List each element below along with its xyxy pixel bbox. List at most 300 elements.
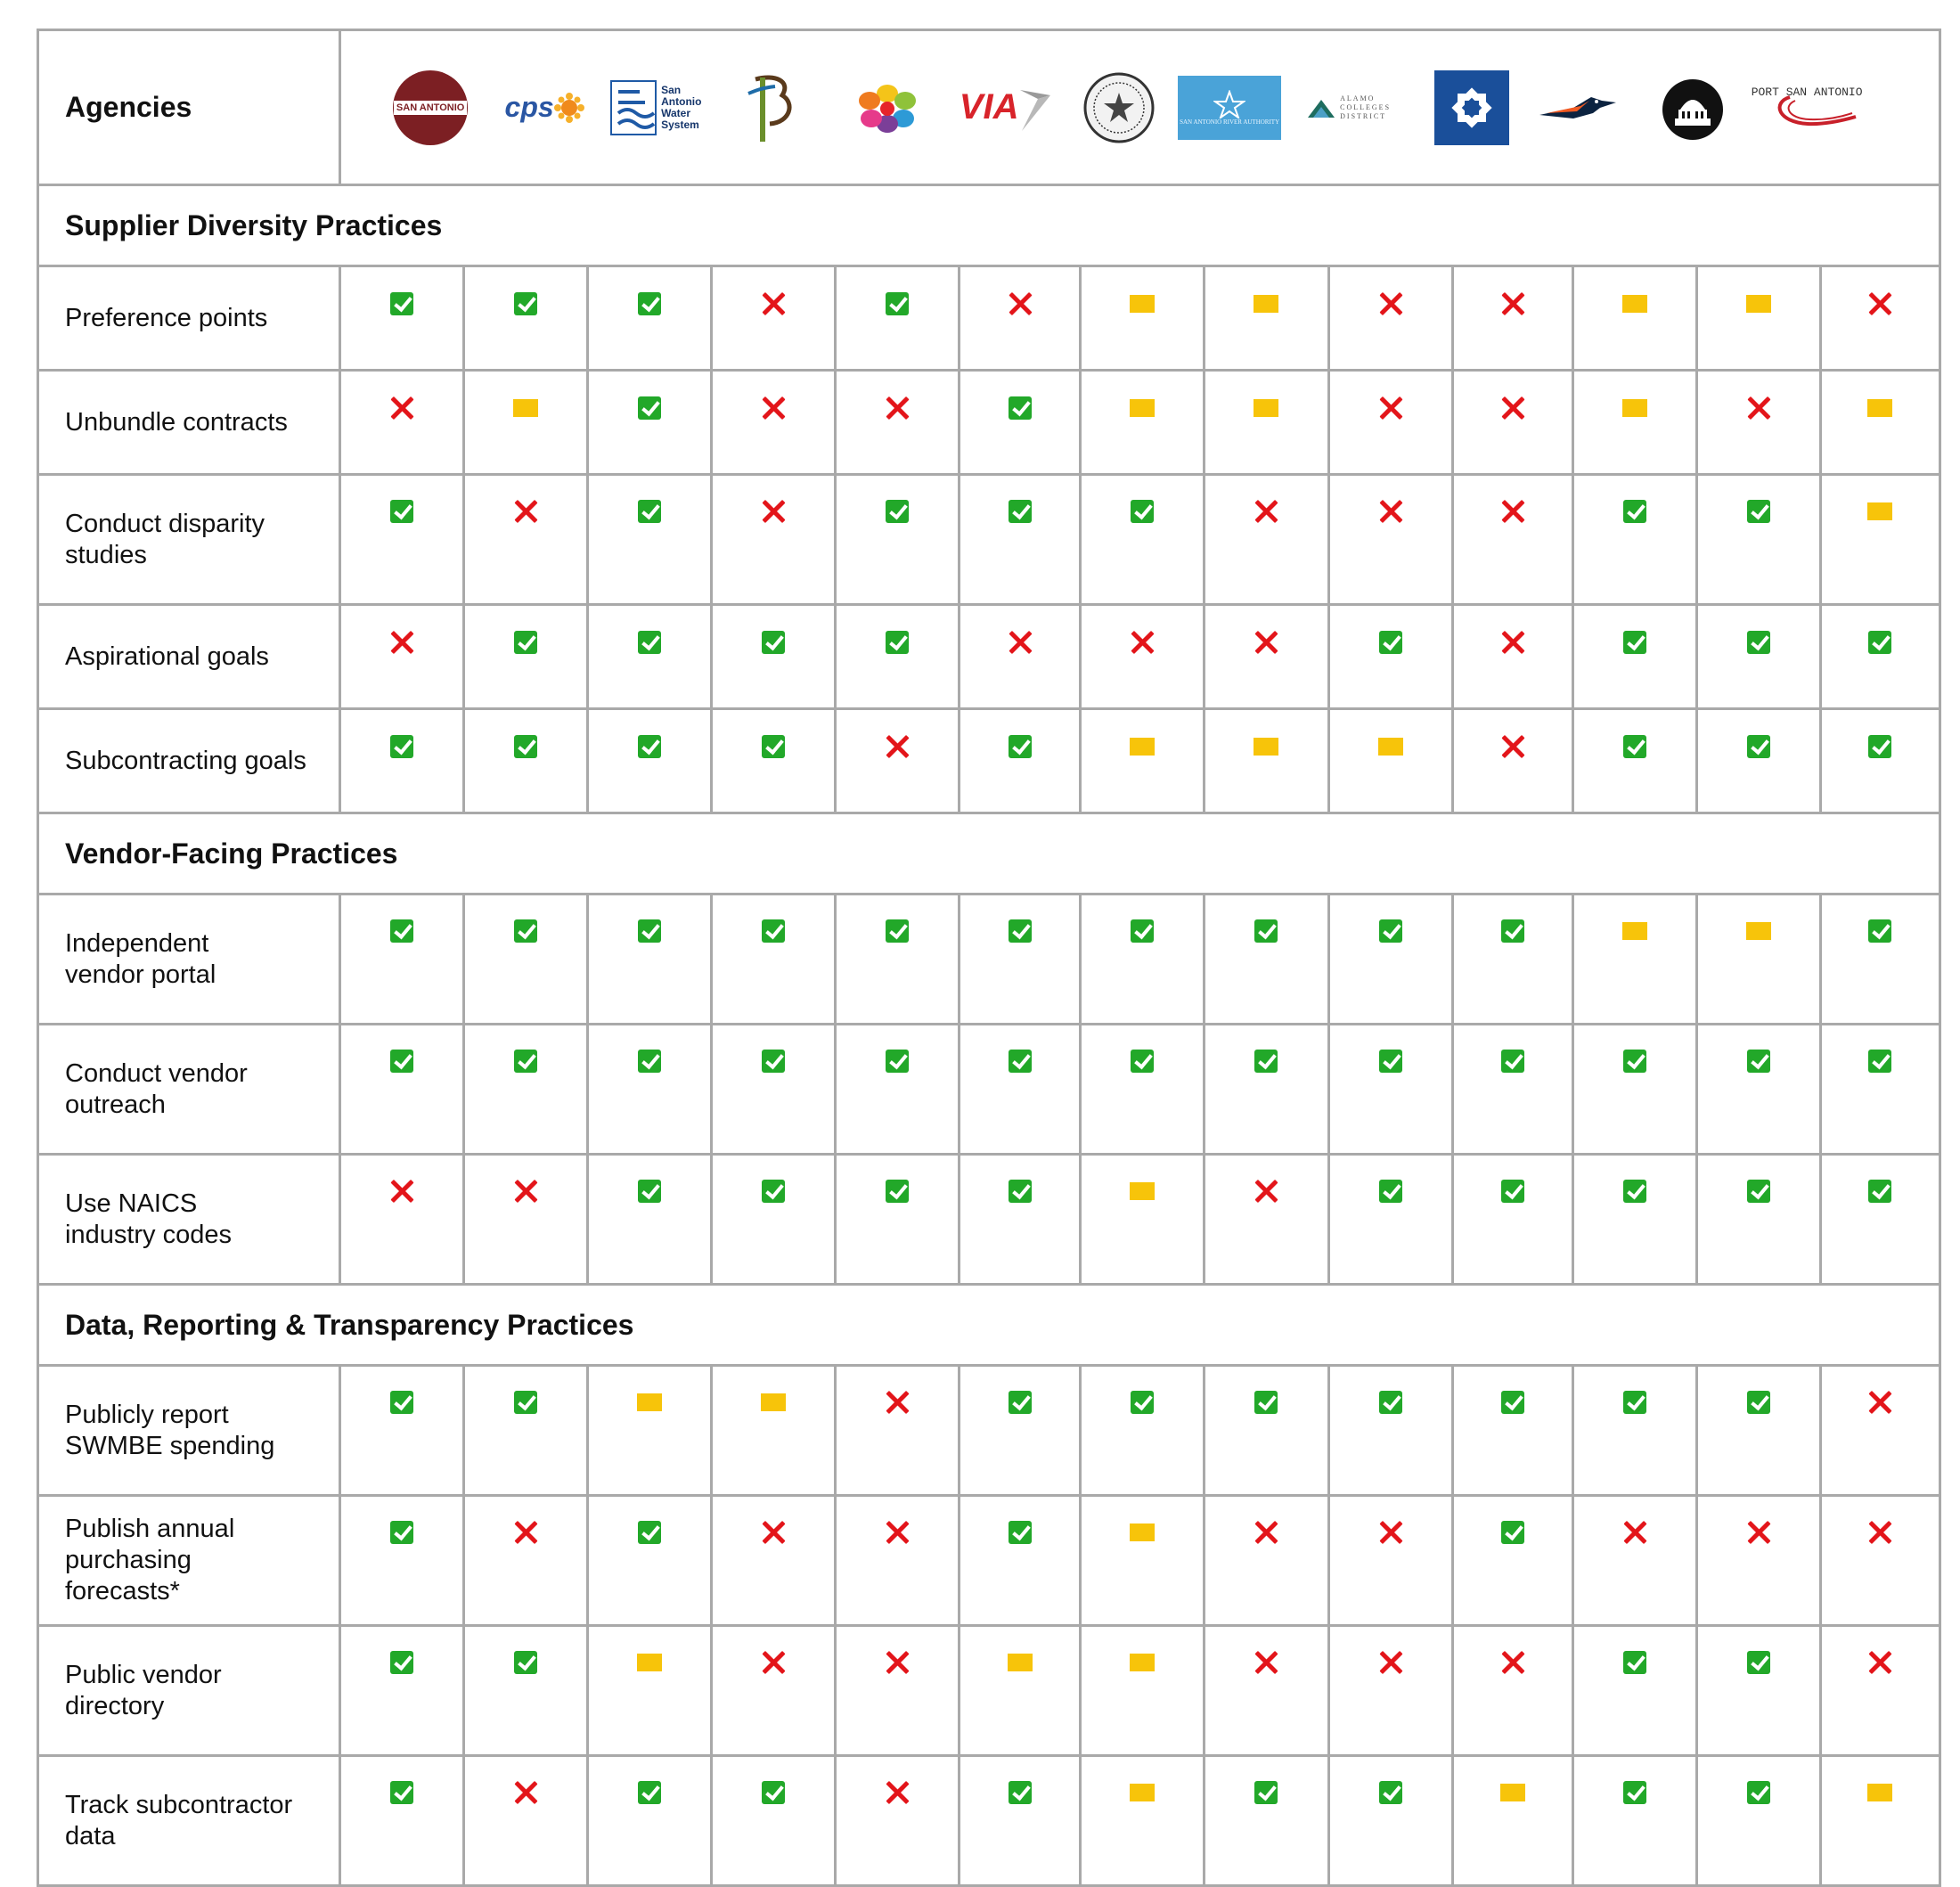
status-cell [464, 605, 588, 709]
section-header-row [38, 185, 1940, 266]
bexar-county-logo [733, 31, 804, 184]
cross-icon [762, 1651, 785, 1674]
status-cell [1081, 1496, 1205, 1626]
status-cell [712, 475, 836, 605]
status-cell [1205, 1025, 1328, 1155]
cps-sun-icon [554, 93, 584, 123]
status-cell [340, 371, 464, 475]
status-cell [1452, 1626, 1572, 1756]
section-header-row [38, 1285, 1940, 1366]
status-cell [1328, 894, 1452, 1025]
status-cell [588, 1155, 712, 1285]
saws-logo-text: San Antonio Water System [661, 83, 702, 131]
check-icon [1501, 1391, 1524, 1414]
status-cell [836, 1496, 960, 1626]
status-cell [1696, 266, 1820, 371]
status-cell [1328, 1366, 1452, 1496]
check-icon [514, 292, 537, 315]
flower-icon [852, 81, 923, 135]
cross-icon [886, 1391, 909, 1414]
check-icon [1379, 1050, 1402, 1073]
status-cell [1452, 1496, 1572, 1626]
via-logo-text: VIA [959, 87, 1019, 127]
practice-label: Aspirational goals [38, 605, 340, 709]
status-cell [712, 1626, 836, 1756]
status-cell [960, 1496, 1081, 1626]
status-cell [464, 475, 588, 605]
status-cell [1328, 475, 1452, 605]
check-icon [1868, 631, 1891, 654]
cross-icon [886, 1781, 909, 1804]
check-icon [390, 1050, 413, 1073]
cross-icon [1254, 1521, 1278, 1544]
status-cell [340, 1626, 464, 1756]
alamo-colleges-logo [1303, 31, 1410, 184]
practice-label: Publish annual purchasing forecasts* [38, 1496, 340, 1626]
practice-row [38, 1756, 1940, 1886]
status-cell [1820, 1155, 1940, 1285]
check-icon [638, 292, 661, 315]
status-cell [1081, 1025, 1205, 1155]
status-cell [1820, 1756, 1940, 1886]
cross-icon [1254, 1651, 1278, 1674]
status-cell [712, 1756, 836, 1886]
logo-strip [341, 31, 1939, 184]
practice-row [38, 1366, 1940, 1496]
star-tile-icon [1444, 80, 1499, 135]
star-tile-logo [1432, 31, 1512, 184]
partial-icon [513, 399, 538, 417]
cross-icon [762, 292, 785, 315]
cross-icon [1868, 1651, 1891, 1674]
partial-icon [1008, 1654, 1033, 1671]
check-icon [1868, 919, 1891, 943]
status-cell [1572, 709, 1696, 813]
cross-icon [886, 1521, 909, 1544]
status-cell [588, 1496, 712, 1626]
check-icon [762, 1781, 785, 1804]
check-icon [1501, 1050, 1524, 1073]
status-cell [464, 709, 588, 813]
check-icon [1379, 919, 1402, 943]
cross-icon [762, 1521, 785, 1544]
dome-building-logo [1654, 31, 1731, 184]
cps-logo-text: cps [504, 91, 554, 123]
status-cell [1820, 475, 1940, 605]
status-cell [588, 266, 712, 371]
check-icon [1009, 1050, 1032, 1073]
status-cell [1820, 1025, 1940, 1155]
status-cell [1572, 1025, 1696, 1155]
check-icon [638, 1180, 661, 1203]
status-cell [464, 1366, 588, 1496]
status-cell [464, 1496, 588, 1626]
check-icon [1868, 1180, 1891, 1203]
status-cell [712, 1366, 836, 1496]
practice-label: Independent vendor portal [38, 894, 340, 1025]
status-cell [340, 1025, 464, 1155]
status-cell [1205, 1496, 1328, 1626]
agency-practices-table-wrapper [37, 29, 1941, 1887]
status-cell [960, 475, 1081, 605]
partial-icon [761, 1393, 786, 1411]
check-icon [514, 1050, 537, 1073]
sara-star-icon [1213, 90, 1245, 118]
check-icon [638, 919, 661, 943]
practice-row [38, 605, 1940, 709]
practice-row [38, 1025, 1940, 1155]
check-icon [638, 396, 661, 420]
practice-row [38, 266, 1940, 371]
status-cell [1820, 1496, 1940, 1626]
status-cell [588, 475, 712, 605]
status-cell [1696, 1025, 1820, 1155]
check-icon [1009, 1521, 1032, 1544]
check-icon [1009, 396, 1032, 420]
status-cell [1081, 894, 1205, 1025]
port-logo-text: PORT SAN ANTONIO [1751, 86, 1863, 99]
cross-icon [1009, 292, 1032, 315]
agencies-header: Agencies [38, 30, 340, 185]
city-of-san-antonio-logo [391, 31, 470, 184]
status-cell [1328, 1756, 1452, 1886]
partial-icon [1130, 1182, 1155, 1200]
check-icon [1501, 919, 1524, 943]
status-cell [340, 1496, 464, 1626]
check-icon [886, 631, 909, 654]
cosa-logo-text: SAN ANTONIO [394, 101, 467, 115]
check-icon [1747, 1391, 1770, 1414]
check-icon [1379, 1391, 1402, 1414]
status-cell [1081, 1626, 1205, 1756]
cross-icon [1254, 1180, 1278, 1203]
status-cell [1328, 1155, 1452, 1285]
check-icon [1501, 1521, 1524, 1544]
status-cell [1452, 1366, 1572, 1496]
cross-icon [390, 631, 413, 654]
status-cell [588, 371, 712, 475]
check-icon [390, 1521, 413, 1544]
practice-label: Use NAICS industry codes [38, 1155, 340, 1285]
status-cell [712, 1025, 836, 1155]
status-cell [1328, 1626, 1452, 1756]
status-cell [588, 1025, 712, 1155]
check-icon [886, 1050, 909, 1073]
alamo-hill-icon [1308, 96, 1335, 119]
status-cell [1081, 1756, 1205, 1886]
status-cell [712, 371, 836, 475]
practice-row [38, 371, 1940, 475]
agency-logo-strip [340, 30, 1940, 185]
check-icon [886, 1180, 909, 1203]
status-cell [836, 709, 960, 813]
status-cell [464, 1155, 588, 1285]
cross-icon [1501, 292, 1524, 315]
check-icon [1747, 631, 1770, 654]
status-cell [340, 894, 464, 1025]
status-cell [1452, 266, 1572, 371]
check-icon [1747, 1180, 1770, 1203]
partial-icon [1254, 295, 1278, 313]
check-icon [1379, 631, 1402, 654]
practice-row [38, 1155, 1940, 1285]
partial-icon [1130, 1784, 1155, 1801]
texas-seal-icon [1082, 71, 1156, 144]
check-icon [1131, 500, 1154, 523]
status-cell [960, 371, 1081, 475]
check-icon [762, 919, 785, 943]
status-cell [340, 1366, 464, 1496]
status-cell [1328, 1025, 1452, 1155]
status-cell [712, 894, 836, 1025]
check-icon [514, 735, 537, 758]
partial-icon [637, 1393, 662, 1411]
bexar-b-icon [739, 70, 798, 145]
practice-label: Unbundle contracts [38, 371, 340, 475]
roadrunner-icon [1538, 88, 1618, 127]
status-cell [1820, 266, 1940, 371]
check-icon [1009, 500, 1032, 523]
cross-icon [886, 396, 909, 420]
status-cell [960, 1155, 1081, 1285]
status-cell [464, 266, 588, 371]
cross-icon [1501, 500, 1524, 523]
status-cell [1452, 709, 1572, 813]
status-cell [1572, 1366, 1696, 1496]
cross-icon [886, 1651, 909, 1674]
check-icon [1623, 1651, 1646, 1674]
status-cell [1572, 475, 1696, 605]
check-icon [1623, 1180, 1646, 1203]
cross-icon [762, 500, 785, 523]
status-cell [1205, 1366, 1328, 1496]
practice-label: Conduct disparity studies [38, 475, 340, 605]
cross-icon [1747, 1521, 1770, 1544]
status-cell [1696, 1496, 1820, 1626]
check-icon [1254, 1781, 1278, 1804]
status-cell [1572, 371, 1696, 475]
status-cell [340, 709, 464, 813]
check-icon [1623, 631, 1646, 654]
cross-icon [1379, 396, 1402, 420]
partial-icon [1867, 502, 1892, 520]
cross-icon [1868, 1521, 1891, 1544]
practice-row [38, 709, 1940, 813]
check-icon [886, 292, 909, 315]
check-icon [1254, 919, 1278, 943]
section-header-row [38, 813, 1940, 894]
cross-icon [1379, 292, 1402, 315]
partial-icon [1622, 922, 1647, 940]
status-cell [1820, 894, 1940, 1025]
status-cell [960, 1626, 1081, 1756]
cross-icon [1868, 292, 1891, 315]
cross-icon [1009, 631, 1032, 654]
status-cell [1696, 371, 1820, 475]
status-cell [1081, 1366, 1205, 1496]
status-cell [1820, 371, 1940, 475]
cross-icon [1501, 631, 1524, 654]
status-cell [836, 1626, 960, 1756]
cross-icon [1131, 631, 1154, 654]
partial-icon [1254, 738, 1278, 756]
status-cell [1820, 1626, 1940, 1756]
cross-icon [1379, 1521, 1402, 1544]
check-icon [1623, 735, 1646, 758]
agency-header-row [38, 30, 1940, 185]
status-cell [1205, 1155, 1328, 1285]
cross-icon [1501, 396, 1524, 420]
check-icon [1131, 1050, 1154, 1073]
partial-icon [1130, 1523, 1155, 1541]
cross-icon [390, 1180, 413, 1203]
partial-icon [1378, 738, 1403, 756]
status-cell [1328, 709, 1452, 813]
practice-row [38, 1496, 1940, 1626]
status-cell [340, 605, 464, 709]
check-icon [390, 919, 413, 943]
check-icon [1747, 1651, 1770, 1674]
check-icon [1254, 1050, 1278, 1073]
check-icon [638, 1050, 661, 1073]
practice-label: Publicly report SWMBE spending [38, 1366, 340, 1496]
status-cell [1452, 371, 1572, 475]
partial-icon [1867, 1784, 1892, 1801]
practice-label: Track subcontractor data [38, 1756, 340, 1886]
saws-logo [608, 31, 714, 184]
check-icon [390, 292, 413, 315]
port-swoosh-icon [1754, 94, 1859, 129]
status-cell [1572, 266, 1696, 371]
check-icon [390, 1651, 413, 1674]
check-icon [1131, 919, 1154, 943]
check-icon [886, 919, 909, 943]
status-cell [1696, 894, 1820, 1025]
status-cell [1205, 1756, 1328, 1886]
star-tile [1434, 70, 1509, 145]
check-icon [1747, 1050, 1770, 1073]
status-cell [836, 1025, 960, 1155]
cross-icon [1379, 500, 1402, 523]
status-cell [960, 709, 1081, 813]
status-cell [1452, 1155, 1572, 1285]
check-icon [1623, 500, 1646, 523]
status-cell [1820, 709, 1940, 813]
via-logo [951, 31, 1063, 184]
check-icon [514, 1651, 537, 1674]
status-cell [960, 266, 1081, 371]
table-body [38, 30, 1940, 1886]
status-cell [588, 605, 712, 709]
status-cell [588, 1366, 712, 1496]
status-cell [464, 1626, 588, 1756]
utsa-roadrunner-logo [1535, 31, 1621, 184]
check-icon [762, 631, 785, 654]
status-cell [1205, 475, 1328, 605]
check-icon [1747, 500, 1770, 523]
check-icon [390, 1391, 413, 1414]
partial-icon [1130, 738, 1155, 756]
sara-logo-text: SAN ANTONIO RIVER AUTHORITY [1180, 118, 1280, 126]
status-cell [1452, 1756, 1572, 1886]
check-icon [638, 735, 661, 758]
status-cell [340, 266, 464, 371]
status-cell [1696, 1626, 1820, 1756]
practice-row [38, 1626, 1940, 1756]
status-cell [588, 1626, 712, 1756]
partial-icon [1130, 399, 1155, 417]
status-cell [464, 1025, 588, 1155]
status-cell [836, 894, 960, 1025]
check-icon [1623, 1781, 1646, 1804]
status-cell [960, 894, 1081, 1025]
status-cell [960, 1366, 1081, 1496]
practice-row [38, 475, 1940, 605]
check-icon [762, 735, 785, 758]
practice-label: Preference points [38, 266, 340, 371]
check-icon [762, 1180, 785, 1203]
check-icon [1747, 1781, 1770, 1804]
status-cell [464, 894, 588, 1025]
status-cell [1205, 709, 1328, 813]
practice-label: Subcontracting goals [38, 709, 340, 813]
status-cell [588, 894, 712, 1025]
partial-icon [1130, 295, 1155, 313]
cross-icon [514, 1781, 537, 1804]
status-cell [960, 1756, 1081, 1886]
cross-icon [1623, 1521, 1646, 1544]
status-cell [712, 709, 836, 813]
check-icon [1868, 735, 1891, 758]
section-title: Vendor-Facing Practices [38, 813, 1940, 894]
partial-icon [1130, 1654, 1155, 1671]
cross-icon [514, 500, 537, 523]
status-cell [340, 1155, 464, 1285]
partial-icon [1500, 1784, 1525, 1801]
check-icon [638, 1781, 661, 1804]
check-icon [390, 1781, 413, 1804]
check-icon [1009, 1391, 1032, 1414]
status-cell [836, 266, 960, 371]
check-icon [1623, 1050, 1646, 1073]
partial-icon [1622, 295, 1647, 313]
cps-energy-logo [491, 31, 598, 184]
cross-icon [514, 1521, 537, 1544]
partial-icon [1622, 399, 1647, 417]
status-cell [1205, 371, 1328, 475]
practice-label: Conduct vendor outreach [38, 1025, 340, 1155]
status-cell [712, 605, 836, 709]
status-cell [1696, 1155, 1820, 1285]
check-icon [1623, 1391, 1646, 1414]
sara-tile [1178, 76, 1281, 140]
status-cell [960, 1025, 1081, 1155]
check-icon [1009, 919, 1032, 943]
status-cell [1328, 266, 1452, 371]
status-cell [340, 475, 464, 605]
status-cell [1572, 1626, 1696, 1756]
status-cell [464, 1756, 588, 1886]
check-icon [1009, 735, 1032, 758]
partial-icon [1746, 922, 1771, 940]
status-cell [1081, 605, 1205, 709]
status-cell [1081, 709, 1205, 813]
status-cell [1205, 1626, 1328, 1756]
dome-building-icon [1659, 74, 1727, 142]
check-icon [638, 500, 661, 523]
check-icon [514, 631, 537, 654]
partial-icon [1254, 399, 1278, 417]
